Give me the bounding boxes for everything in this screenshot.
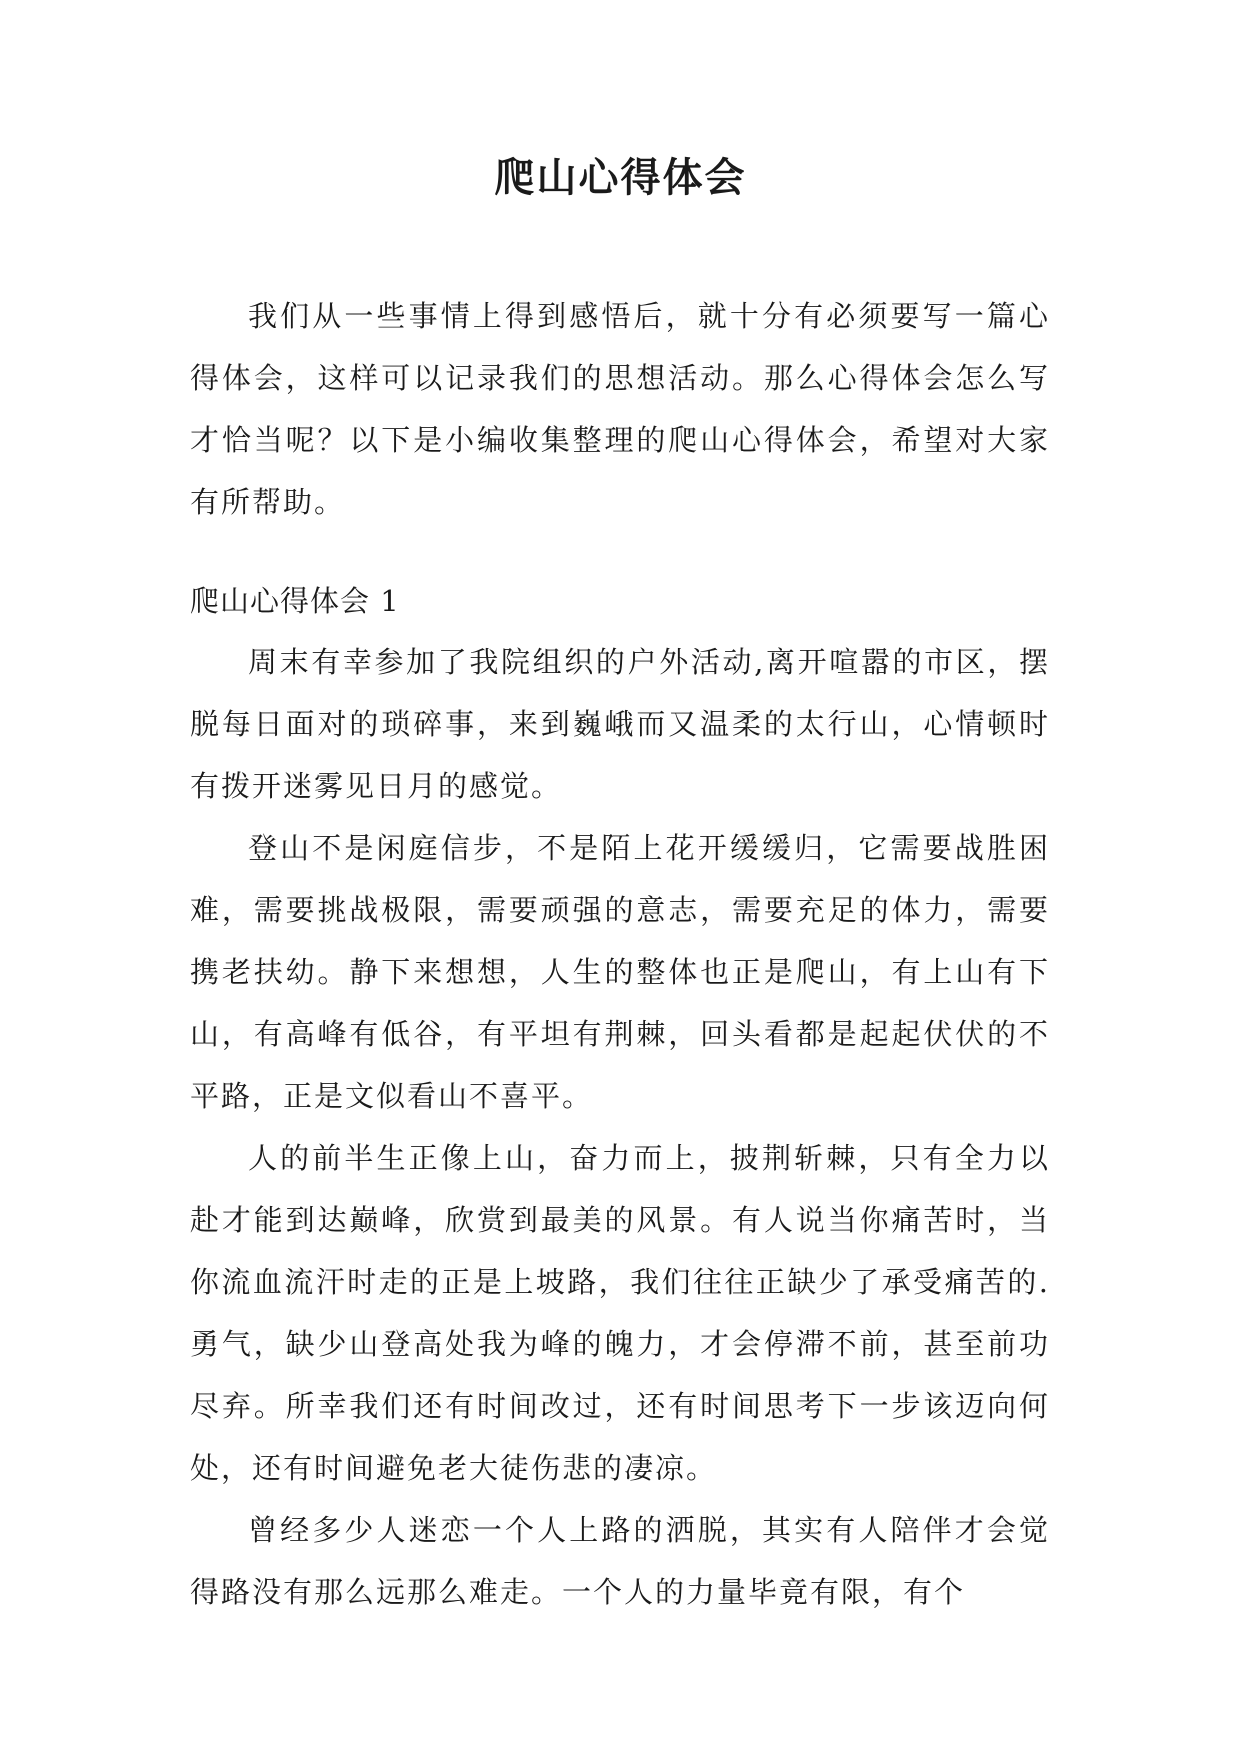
body-paragraph-3: 人的前半生正像上山，奋力而上，披荆斩棘，只有全力以赴才能到达巅峰，欣赏到最美的风景。有人说当你痛苦时，当你流血流汗时走的正是上坡路，我们往往正缺少了承受痛苦的. 勇气，缺少山登高处我为峰的魄力，才会停滞不前，甚至前功尽弃。所幸我们还有时间改过，还有时间思考下一步该迈向何处，还有时间避免老大徒伤悲的凄凉。: [190, 1141, 1050, 1485]
body-paragraph-4: 曾经多少人迷恋一个人上路的洒脱，其实有人陪伴才会觉得路没有那么远那么难走。一个人的力量毕竟有限，有个: [190, 1513, 1050, 1609]
intro-paragraph: 我们从一些事情上得到感悟后，就十分有必须要写一篇心得体会，这样可以记录我们的思想活动。那么心得体会怎么写才恰当呢？以下是小编收集整理的爬山心得体会，希望对大家有所帮助。: [190, 299, 1050, 519]
body-paragraph-1: 周末有幸参加了我院组织的户外活动,离开喧嚣的市区，摆脱每日面对的琐碎事，来到巍峨而又温柔的太行山，心情顿时有拨开迷雾见日月的感觉。: [190, 645, 1050, 803]
section-body: [190, 631, 1050, 1623]
document-title: 爬山心得体会: [494, 155, 747, 201]
section-heading: 爬山心得体会 1: [190, 584, 400, 618]
intro-block: [190, 285, 1050, 533]
body-paragraph-2: 登山不是闲庭信步，不是陌上花开缓缓归，它需要战胜困难，需要挑战极限，需要顽强的意志，需要充足的体力，需要携老扶幼。静下来想想，人生的整体也正是爬山，有上山有下山，有高峰有低谷，有平坦有荆棘，回头看都是起起伏伏的不平路，正是文似看山不喜平。: [190, 831, 1050, 1113]
